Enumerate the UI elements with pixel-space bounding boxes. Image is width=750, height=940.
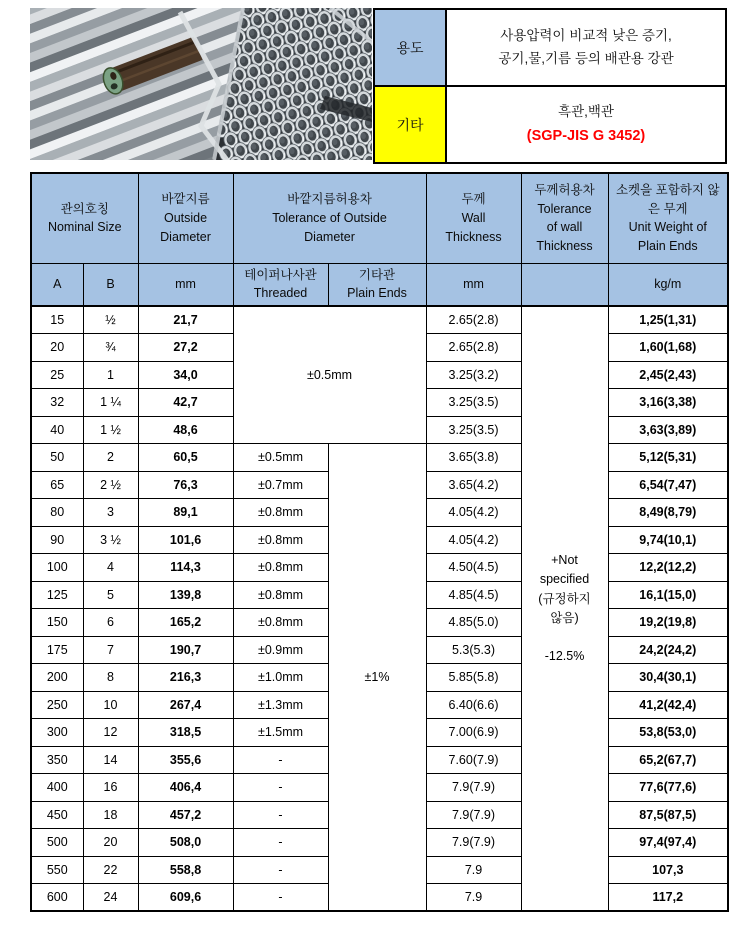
cell-od-tolerance-merged: ±0.5mm xyxy=(233,306,426,444)
cell-weight-300: 53,8(53,0) xyxy=(608,719,728,747)
cell-threaded-350: - xyxy=(233,746,328,774)
cell-b-50: 2 xyxy=(83,444,138,472)
cell-a-500: 500 xyxy=(31,829,83,857)
other-label: 기타 xyxy=(374,86,446,163)
header-outside-diameter xyxy=(138,173,233,263)
spec-row-50 xyxy=(31,444,728,472)
cell-a-40: 40 xyxy=(31,416,83,444)
cell-od-550: 558,8 xyxy=(138,856,233,884)
cell-weight-500: 97,4(97,4) xyxy=(608,829,728,857)
header-od-tolerance-en: Tolerance of Outside Diameter xyxy=(272,210,387,244)
spec-table-header xyxy=(31,173,728,306)
cell-od-65: 76,3 xyxy=(138,471,233,499)
cell-b-125: 5 xyxy=(83,581,138,609)
header-wt-tolerance-en: Tolerance of wall Thickness xyxy=(536,201,593,253)
cell-b-40: 1 ½ xyxy=(83,416,138,444)
subheader-wt-tol-empty xyxy=(521,263,608,306)
cell-threaded-125: ±0.8mm xyxy=(233,581,328,609)
header-unit-weight xyxy=(608,173,728,263)
cell-wall-600: 7.9 xyxy=(426,884,521,912)
subheader-plain-ends xyxy=(328,263,426,306)
subheader-threaded-ko: 테이퍼나사관 xyxy=(244,267,317,282)
cell-plain-ends-tolerance-merged: ±1% xyxy=(328,444,426,912)
cell-weight-20: 1,60(1,68) xyxy=(608,334,728,362)
cell-b-600: 24 xyxy=(83,884,138,912)
cell-a-50: 50 xyxy=(31,444,83,472)
cell-od-40: 48,6 xyxy=(138,416,233,444)
wall-tolerance-line-2: (규정하지 않음) xyxy=(538,591,591,626)
cell-weight-600: 117,2 xyxy=(608,884,728,912)
subheader-wall-unit: mm xyxy=(426,263,521,306)
header-unit-weight-en: Unit Weight of Plain Ends xyxy=(628,220,707,253)
cell-weight-90: 9,74(10,1) xyxy=(608,526,728,554)
cell-od-15: 21,7 xyxy=(138,306,233,334)
header-outside-diameter-en: Outside Diameter xyxy=(160,210,211,244)
cell-b-550: 22 xyxy=(83,856,138,884)
cell-wall-15: 2.65(2.8) xyxy=(426,306,521,334)
cell-wall-450: 7.9(7.9) xyxy=(426,801,521,829)
cell-a-550: 550 xyxy=(31,856,83,884)
cell-wall-550: 7.9 xyxy=(426,856,521,884)
cell-a-600: 600 xyxy=(31,884,83,912)
steel-pipes-photo xyxy=(30,8,372,160)
cell-wall-200: 5.85(5.8) xyxy=(426,664,521,692)
cell-weight-100: 12,2(12,2) xyxy=(608,554,728,582)
cell-weight-150: 19,2(19,8) xyxy=(608,609,728,637)
header-od-tolerance xyxy=(233,173,426,263)
cell-weight-550: 107,3 xyxy=(608,856,728,884)
cell-threaded-50: ±0.5mm xyxy=(233,444,328,472)
cell-a-15: 15 xyxy=(31,306,83,334)
cell-b-25: 1 xyxy=(83,361,138,389)
pipe-spec-table xyxy=(30,172,729,912)
header-unit-weight-ko: 소켓을 포함하지 않은 무게 xyxy=(615,182,720,216)
cell-wall-400: 7.9(7.9) xyxy=(426,774,521,802)
cell-wall-65: 3.65(4.2) xyxy=(426,471,521,499)
cell-threaded-550: - xyxy=(233,856,328,884)
cell-a-200: 200 xyxy=(31,664,83,692)
subheader-od-unit: mm xyxy=(138,263,233,306)
pipe-type-text: 흑관,백관 xyxy=(558,103,614,119)
cell-threaded-80: ±0.8mm xyxy=(233,499,328,527)
wall-tolerance-line-3: -12.5% xyxy=(544,648,585,663)
cell-od-150: 165,2 xyxy=(138,609,233,637)
cell-od-175: 190,7 xyxy=(138,636,233,664)
cell-b-450: 18 xyxy=(83,801,138,829)
cell-weight-350: 65,2(67,7) xyxy=(608,746,728,774)
info-row-usage xyxy=(374,9,726,86)
cell-wall-150: 4.85(5.0) xyxy=(426,609,521,637)
wall-tolerance-line-1: +Not specified xyxy=(539,553,590,587)
header-wt-tolerance xyxy=(521,173,608,263)
subheader-b: B xyxy=(83,263,138,306)
cell-a-150: 150 xyxy=(31,609,83,637)
cell-weight-50: 5,12(5,31) xyxy=(608,444,728,472)
cell-wall-20: 2.65(2.8) xyxy=(426,334,521,362)
cell-threaded-300: ±1.5mm xyxy=(233,719,328,747)
cell-threaded-400: - xyxy=(233,774,328,802)
header-nominal-size-ko: 관의호칭 xyxy=(60,201,109,216)
cell-od-300: 318,5 xyxy=(138,719,233,747)
cell-wall-32: 3.25(3.5) xyxy=(426,389,521,417)
cell-od-100: 114,3 xyxy=(138,554,233,582)
cell-threaded-600: - xyxy=(233,884,328,912)
cell-a-300: 300 xyxy=(31,719,83,747)
cell-wall-90: 4.05(4.2) xyxy=(426,526,521,554)
cell-weight-65: 6,54(7,47) xyxy=(608,471,728,499)
subheader-threaded xyxy=(233,263,328,306)
cell-wall-tolerance-merged xyxy=(521,306,608,911)
header-nominal-size-en: Nominal Size xyxy=(47,220,122,235)
cell-b-175: 7 xyxy=(83,636,138,664)
cell-weight-200: 30,4(30,1) xyxy=(608,664,728,692)
header-wall-thickness-en: Wall Thickness xyxy=(445,210,502,244)
cell-wall-80: 4.05(4.2) xyxy=(426,499,521,527)
cell-weight-125: 16,1(15,0) xyxy=(608,581,728,609)
header-outside-diameter-ko: 바깥지름 xyxy=(161,192,210,207)
subheader-weight-unit: kg/m xyxy=(608,263,728,306)
usage-line-1: 사용압력이 비교적 낮은 증기, xyxy=(500,27,672,43)
cell-wall-500: 7.9(7.9) xyxy=(426,829,521,857)
pipes-photo-svg xyxy=(30,8,372,160)
usage-label: 용도 xyxy=(374,9,446,86)
subheader-plain-ends-en: Plain Ends xyxy=(347,286,407,301)
cell-od-400: 406,4 xyxy=(138,774,233,802)
cell-threaded-450: - xyxy=(233,801,328,829)
cell-od-600: 609,6 xyxy=(138,884,233,912)
cell-od-90: 101,6 xyxy=(138,526,233,554)
cell-od-450: 457,2 xyxy=(138,801,233,829)
cell-weight-15: 1,25(1,31) xyxy=(608,306,728,334)
cell-a-20: 20 xyxy=(31,334,83,362)
header-nominal-size xyxy=(31,173,138,263)
header-wall-thickness-ko: 두께 xyxy=(461,192,486,207)
header-od-tolerance-ko: 바깥지름허용차 xyxy=(287,192,372,207)
usage-line-2: 공기,물,기름 등의 배관용 강관 xyxy=(498,50,674,66)
cell-a-80: 80 xyxy=(31,499,83,527)
cell-b-15: ½ xyxy=(83,306,138,334)
cell-a-32: 32 xyxy=(31,389,83,417)
cell-wall-125: 4.85(4.5) xyxy=(426,581,521,609)
cell-weight-25: 2,45(2,43) xyxy=(608,361,728,389)
header-wt-tolerance-ko: 두께허용차 xyxy=(534,182,595,197)
cell-b-300: 12 xyxy=(83,719,138,747)
cell-threaded-100: ±0.8mm xyxy=(233,554,328,582)
spec-row-15 xyxy=(31,306,728,334)
header-wall-thickness xyxy=(426,173,521,263)
cell-weight-400: 77,6(77,6) xyxy=(608,774,728,802)
cell-od-200: 216,3 xyxy=(138,664,233,692)
cell-wall-50: 3.65(3.8) xyxy=(426,444,521,472)
cell-weight-450: 87,5(87,5) xyxy=(608,801,728,829)
cell-threaded-500: - xyxy=(233,829,328,857)
cell-od-125: 139,8 xyxy=(138,581,233,609)
cell-weight-32: 3,16(3,38) xyxy=(608,389,728,417)
cell-b-80: 3 xyxy=(83,499,138,527)
header-row-main xyxy=(31,173,728,263)
cell-wall-100: 4.50(4.5) xyxy=(426,554,521,582)
cell-a-350: 350 xyxy=(31,746,83,774)
cell-weight-250: 41,2(42,4) xyxy=(608,691,728,719)
cell-weight-40: 3,63(3,89) xyxy=(608,416,728,444)
cell-b-90: 3 ½ xyxy=(83,526,138,554)
cell-od-250: 267,4 xyxy=(138,691,233,719)
cell-a-25: 25 xyxy=(31,361,83,389)
wall-tolerance-text xyxy=(532,551,598,666)
cell-a-250: 250 xyxy=(31,691,83,719)
cell-b-150: 6 xyxy=(83,609,138,637)
cell-od-20: 27,2 xyxy=(138,334,233,362)
cell-b-65: 2 ½ xyxy=(83,471,138,499)
cell-od-32: 42,7 xyxy=(138,389,233,417)
cell-threaded-175: ±0.9mm xyxy=(233,636,328,664)
cell-threaded-65: ±0.7mm xyxy=(233,471,328,499)
cell-wall-175: 5.3(5.3) xyxy=(426,636,521,664)
cell-b-100: 4 xyxy=(83,554,138,582)
cell-weight-175: 24,2(24,2) xyxy=(608,636,728,664)
cell-weight-80: 8,49(8,79) xyxy=(608,499,728,527)
spec-table-body xyxy=(31,306,728,911)
cell-threaded-200: ±1.0mm xyxy=(233,664,328,692)
standard-code-text: (SGP-JIS G 3452) xyxy=(526,127,646,144)
cell-a-65: 65 xyxy=(31,471,83,499)
cell-a-90: 90 xyxy=(31,526,83,554)
header-row-sub xyxy=(31,263,728,306)
info-row-other xyxy=(374,86,726,163)
cell-threaded-90: ±0.8mm xyxy=(233,526,328,554)
cell-b-200: 8 xyxy=(83,664,138,692)
usage-value xyxy=(446,9,726,86)
cell-od-500: 508,0 xyxy=(138,829,233,857)
cell-threaded-150: ±0.8mm xyxy=(233,609,328,637)
cell-a-125: 125 xyxy=(31,581,83,609)
subheader-threaded-en: Threaded xyxy=(253,286,308,301)
cell-wall-25: 3.25(3.2) xyxy=(426,361,521,389)
cell-wall-350: 7.60(7.9) xyxy=(426,746,521,774)
cell-a-400: 400 xyxy=(31,774,83,802)
other-value xyxy=(446,86,726,163)
cell-b-20: ¾ xyxy=(83,334,138,362)
cell-wall-40: 3.25(3.5) xyxy=(426,416,521,444)
cell-b-500: 20 xyxy=(83,829,138,857)
cell-b-32: 1 ¼ xyxy=(83,389,138,417)
cell-od-350: 355,6 xyxy=(138,746,233,774)
cell-od-50: 60,5 xyxy=(138,444,233,472)
cell-threaded-250: ±1.3mm xyxy=(233,691,328,719)
cell-b-250: 10 xyxy=(83,691,138,719)
info-box xyxy=(373,8,727,164)
cell-a-100: 100 xyxy=(31,554,83,582)
cell-a-175: 175 xyxy=(31,636,83,664)
cell-b-350: 14 xyxy=(83,746,138,774)
cell-wall-300: 7.00(6.9) xyxy=(426,719,521,747)
cell-a-450: 450 xyxy=(31,801,83,829)
cell-wall-250: 6.40(6.6) xyxy=(426,691,521,719)
cell-b-400: 16 xyxy=(83,774,138,802)
cell-od-80: 89,1 xyxy=(138,499,233,527)
cell-od-25: 34,0 xyxy=(138,361,233,389)
subheader-plain-ends-ko: 기타관 xyxy=(358,267,396,282)
subheader-a: A xyxy=(31,263,83,306)
